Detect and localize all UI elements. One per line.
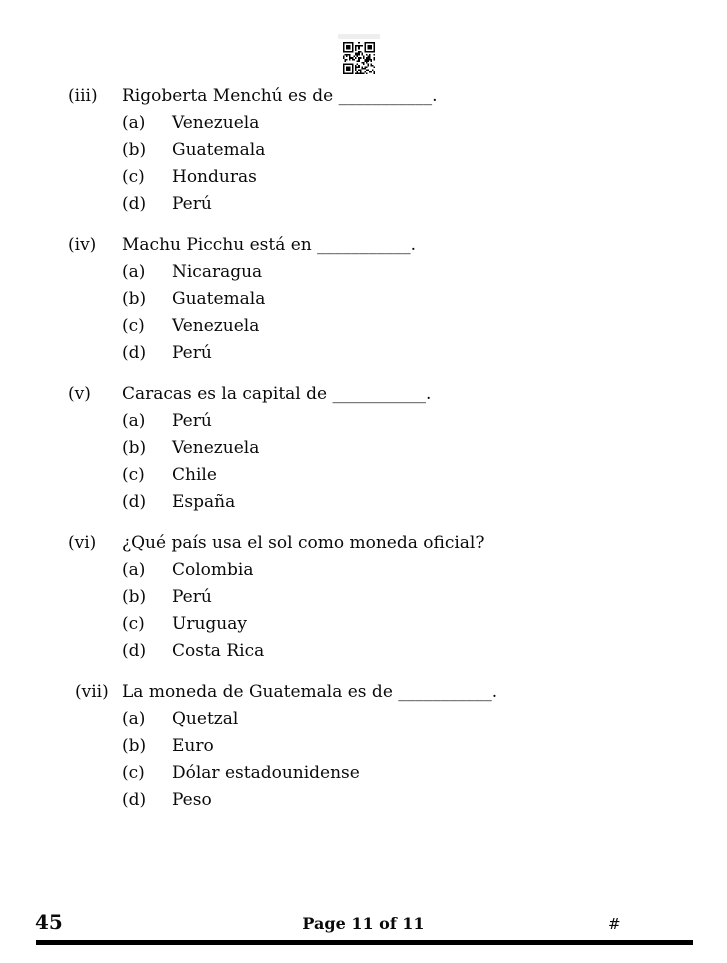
option-label: (b) [122, 140, 147, 160]
option-label: (b) [122, 587, 147, 607]
option-text: Perú [172, 411, 212, 431]
option-label: (a) [122, 113, 146, 133]
option-c [122, 164, 727, 191]
option-label: (c) [122, 614, 145, 634]
question-row [68, 83, 727, 110]
option-label: (c) [122, 763, 145, 783]
option-text: Uruguay [172, 614, 247, 634]
option-text: Honduras [172, 167, 257, 187]
question-number: (vi) [68, 533, 97, 553]
option-c [122, 760, 727, 787]
question-number: (iii) [68, 86, 98, 106]
option-a [122, 408, 727, 435]
option-label: (a) [122, 560, 146, 580]
page-footer [0, 912, 727, 936]
option-label: (c) [122, 316, 145, 336]
option-d [122, 638, 727, 665]
footer-rule [36, 940, 693, 945]
option-c [122, 462, 727, 489]
option-text: Chile [172, 465, 217, 485]
question-text: Caracas es la capital de ___________. [122, 384, 432, 404]
option-label: (d) [122, 194, 147, 214]
option-label: (b) [122, 736, 147, 756]
qr-code [343, 42, 375, 74]
option-label: (b) [122, 438, 147, 458]
option-c [122, 313, 727, 340]
question-row [68, 530, 727, 557]
question-row [68, 381, 727, 408]
question-paper-code: 45 [35, 910, 63, 934]
question-number: (iv) [68, 235, 97, 255]
option-text: Venezuela [172, 113, 260, 133]
option-d [122, 787, 727, 814]
question-number: (vii) [75, 682, 109, 702]
question-text: ¿Qué país usa el sol como moneda oficial? [122, 533, 485, 553]
option-text: Peso [172, 790, 212, 810]
option-text: Costa Rica [172, 641, 265, 661]
option-text: España [172, 492, 236, 512]
option-text: Quetzal [172, 709, 239, 729]
qr-caption-faint [338, 34, 380, 39]
option-text: Perú [172, 587, 212, 607]
question-row [68, 679, 727, 706]
option-text: Dólar estadounidense [172, 763, 360, 783]
option-text: Guatemala [172, 140, 266, 160]
option-label: (c) [122, 465, 145, 485]
option-d [122, 489, 727, 516]
option-d [122, 191, 727, 218]
question-iii [68, 83, 727, 218]
option-a [122, 557, 727, 584]
question-iv [68, 232, 727, 367]
option-label: (a) [122, 411, 146, 431]
option-label: (d) [122, 790, 147, 810]
option-text: Perú [172, 194, 212, 214]
option-b [122, 584, 727, 611]
question-number: (v) [68, 384, 91, 404]
option-label: (a) [122, 262, 146, 282]
question-text: Machu Picchu está en ___________. [122, 235, 417, 255]
option-a [122, 706, 727, 733]
option-label: (b) [122, 289, 147, 309]
option-text: Colombia [172, 560, 254, 580]
option-d [122, 340, 727, 367]
option-text: Venezuela [172, 438, 260, 458]
question-vi [68, 530, 727, 665]
option-a [122, 259, 727, 286]
option-label: (d) [122, 343, 147, 363]
option-text: Perú [172, 343, 212, 363]
option-label: (a) [122, 709, 146, 729]
option-label: (c) [122, 167, 145, 187]
option-b [122, 733, 727, 760]
option-text: Nicaragua [172, 262, 263, 282]
question-text: Rigoberta Menchú es de ___________. [122, 86, 438, 106]
option-a [122, 110, 727, 137]
option-b [122, 286, 727, 313]
footer-hash-mark: # [608, 915, 621, 933]
question-text: La moneda de Guatemala es de ___________. [122, 682, 498, 702]
option-text: Euro [172, 736, 214, 756]
question-row [68, 232, 727, 259]
option-b [122, 435, 727, 462]
option-label: (d) [122, 641, 147, 661]
option-text: Guatemala [172, 289, 266, 309]
option-label: (d) [122, 492, 147, 512]
page-indicator: Page 11 of 11 [302, 914, 425, 933]
question-list [0, 83, 727, 828]
option-text: Venezuela [172, 316, 260, 336]
option-c [122, 611, 727, 638]
option-b [122, 137, 727, 164]
question-vii [68, 679, 727, 814]
question-v [68, 381, 727, 516]
